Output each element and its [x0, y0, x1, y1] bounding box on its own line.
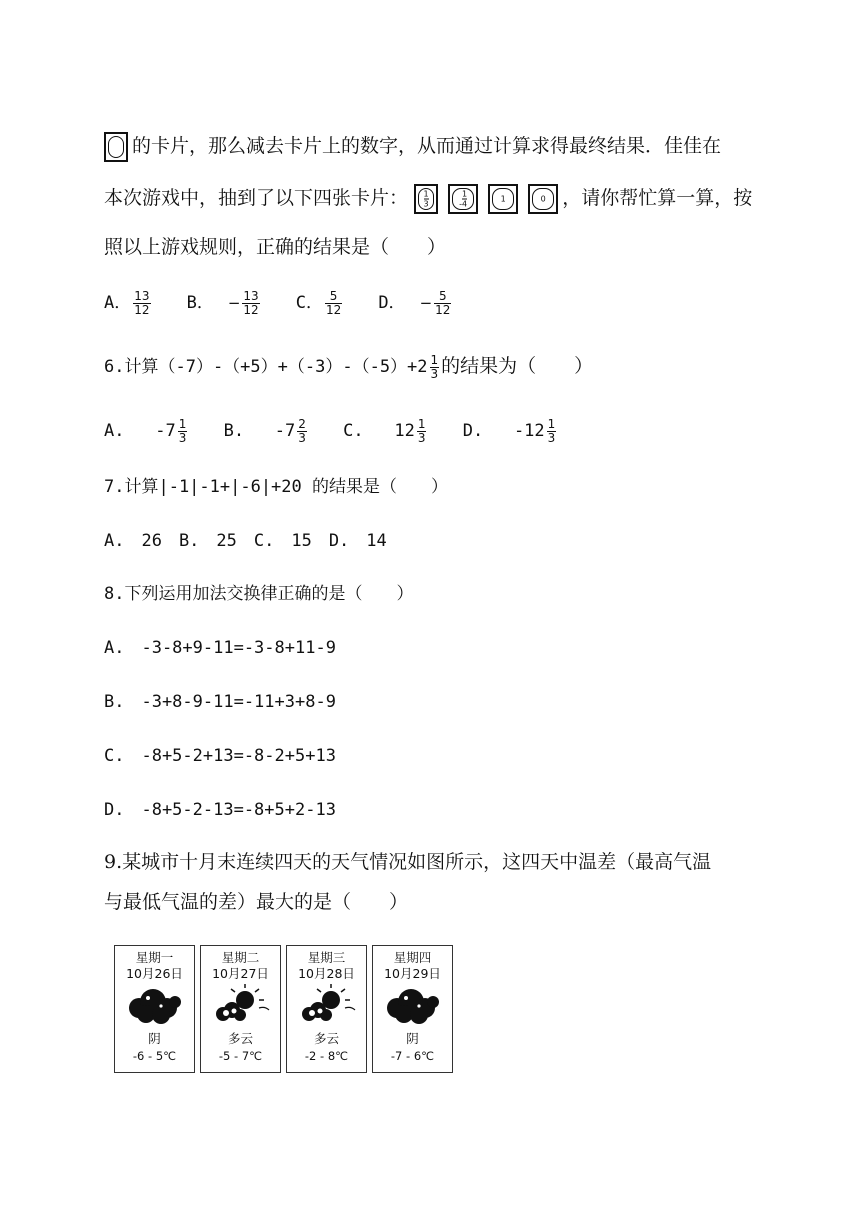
problem8-option-b: B. -3+8-9-11=-11+3+8-9: [104, 692, 336, 712]
date-label: 10月29日: [384, 966, 441, 981]
weekday-label: 星期二: [221, 950, 260, 965]
weekday-label: 星期三: [307, 950, 346, 965]
problem8-stem: 8.下列运用加法交换律正确的是（ ）: [104, 584, 414, 604]
problem7-stem: 7.计算|-1|-1+|-6|+20 的结果是（ ）: [104, 477, 448, 497]
partly-cloudy-icon: [287, 984, 366, 1026]
weather-card-monday: [114, 945, 195, 1073]
weekday-label: 星期一: [135, 950, 174, 965]
problem5-line2: 本次游戏中，抽到了以下四张卡片： $\frac{1}{3}$ - $\frac{1}{4}$ 1 0 ，请你帮忙算一算，按: [104, 184, 752, 214]
option-a: A. -7 $\frac{1}{3}$: [104, 416, 187, 445]
card-zero: 0: [528, 184, 558, 214]
problem8-option-d: D. -8+5-2-13=-8+5+2-13: [104, 800, 336, 820]
date-label: 10月28日: [298, 966, 355, 981]
option-b: B. -7 $\frac{2}{3}$: [223, 416, 306, 445]
option-d: D． − $\frac{5}{12}$: [378, 288, 451, 317]
weather-card-tuesday: [200, 945, 281, 1073]
overcast-cloud-icon: [373, 984, 452, 1026]
option-a: A． $\frac{13}{12}$: [104, 288, 150, 317]
weather-card-thursday: [372, 945, 453, 1073]
weather-card-wednesday: [286, 945, 367, 1073]
option-c: C. 12 $\frac{1}{3}$: [343, 416, 426, 445]
overcast-cloud-icon: [115, 984, 194, 1026]
option-d: D. -12 $\frac{1}{3}$: [462, 416, 556, 445]
card-one: 1: [488, 184, 518, 214]
condition-label: 阴: [406, 1031, 419, 1046]
problem5-options: [104, 288, 453, 317]
problem5-line3: 照以上游戏规则，正确的结果是（ ）: [104, 236, 447, 258]
card-one-third: $\frac{1}{3}$: [414, 184, 438, 214]
condition-label: 多云: [227, 1031, 253, 1046]
option-c: C． $\frac{5}{12}$: [295, 288, 342, 317]
problem8-option-a: A. -3-8+9-11=-3-8+11-9: [104, 638, 336, 658]
problem6-options: [104, 417, 558, 445]
blank-card-icon: [104, 132, 128, 162]
condition-label: 阴: [148, 1031, 161, 1046]
weather-figure: [114, 945, 459, 1073]
temperature-label: -6 - 5℃: [132, 1049, 177, 1063]
partly-cloudy-icon: [201, 984, 280, 1026]
temperature-label: -5 - 7℃: [218, 1049, 263, 1063]
temperature-label: -2 - 8℃: [304, 1049, 349, 1063]
weekday-label: 星期四: [393, 950, 432, 965]
problem8-option-c: C. -8+5-2+13=-8-2+5+13: [104, 746, 336, 766]
card-neg-one-quarter: - $\frac{1}{4}$: [448, 184, 478, 214]
problem9-stem-line1: 9.某城市十月末连续四天的天气情况如图所示，这四天中温差（最高气温: [104, 851, 712, 873]
temperature-label: -7 - 6℃: [390, 1049, 435, 1063]
date-label: 10月27日: [212, 966, 269, 981]
option-b: B． − $\frac{13}{12}$: [186, 288, 259, 317]
condition-label: 多云: [313, 1031, 339, 1046]
problem6-stem: 6.计算（-7）-（+5）+（-3）-（-5）+2 $\frac{1}{3}$ 的结果为（ ）: [104, 352, 594, 381]
problem9-stem-line2: 与最低气温的差）最大的是（ ）: [104, 891, 409, 913]
problem5-line1: 的卡片，那么减去卡片上的数字，从而通过计算求得最终结果．佳佳在: [104, 132, 721, 162]
problem7-options: A. 26 B. 25 C. 15 D. 14: [104, 531, 387, 551]
date-label: 10月26日: [126, 966, 183, 981]
